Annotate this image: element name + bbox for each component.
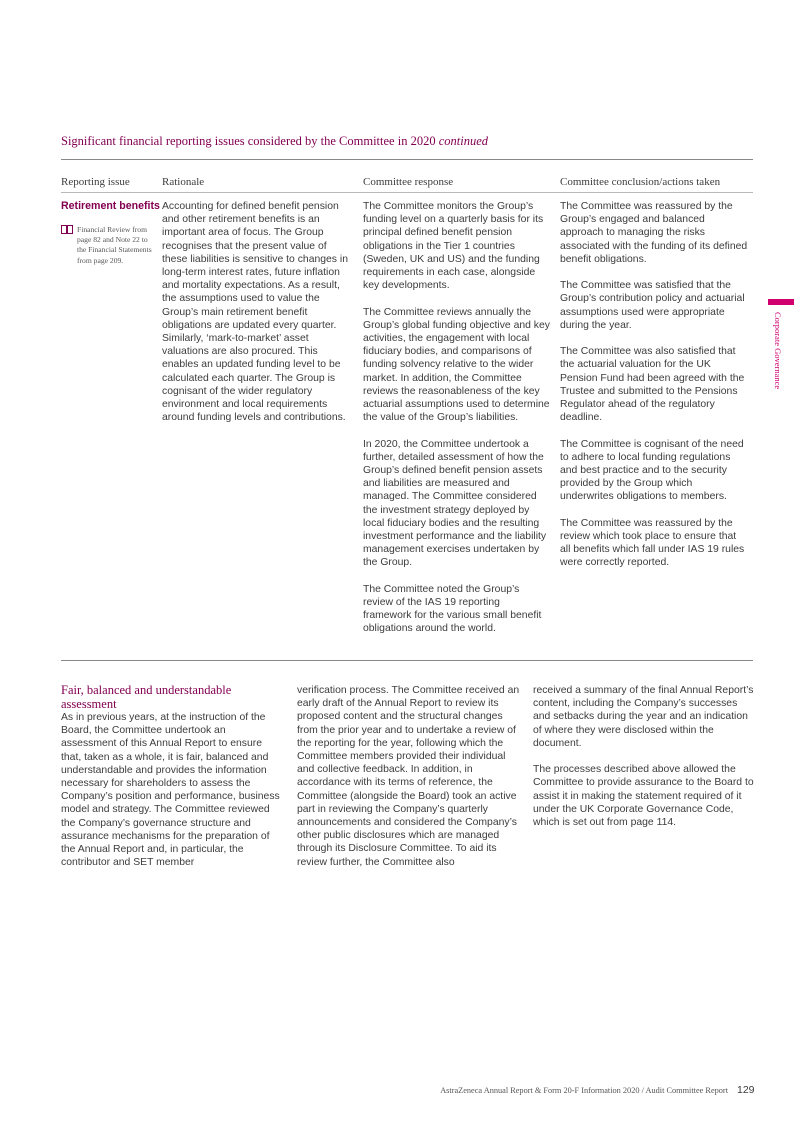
fair-balanced-title: Fair, balanced and understandable assessment bbox=[61, 683, 232, 711]
response-paragraph: The Committee noted the Group’s review of the IAS 19 reporting framework for the various small benefit obligations around the world. bbox=[363, 583, 542, 635]
rationale-text: Accounting for defined benefit pension and other retirement benefits is an important area of focus. The Group recognises that the present value of these liabilities is sensitive to changes in long-term interest rates, future inflation and mortality expectations. As a result, the assumptions used to value the Group’s main retirement benefit obligations are updated every quarter. Similarly, ‘mark-to-market’ asset valuations are also procured. This enables an updated funding level to be calculated each quarter. The Group is cognisant of the wider regulatory environment and local requirements around funding levels and contributions. bbox=[162, 201, 348, 424]
fair-balanced-paragraph: received a summary of the final Annual Report’s content, including the Company’s successes and setbacks during the year and an indication of where they were disclosed within the document. bbox=[533, 685, 754, 749]
conclusion-paragraph: The Committee was satisfied that the Group’s contribution policy and actuarial assumptions used were appropriate during the year. bbox=[560, 280, 745, 331]
header-committee-response: Committee response bbox=[363, 176, 454, 188]
response-paragraph: The Committee monitors the Group’s funding level on a quarterly basis for its principal defined benefit pension obligations in the Tier 1 countries (Sweden, UK and US) and the funding requirements in each case, alongside key developments. bbox=[363, 201, 544, 292]
response-cell bbox=[363, 200, 551, 636]
response-paragraph: The Committee reviews annually the Group’s global funding objective and key activities, the engagement with local fiduciary bodies, and comparisons of funding solvency relative to the wider market. In addition, the Committee reviews the reasonableness of the key actuarial assumptions used to determine the value of the Group’s liabilities. bbox=[363, 306, 550, 424]
conclusion-cell bbox=[560, 200, 748, 570]
header-rule bbox=[61, 192, 753, 193]
conclusion-paragraph: The Committee is cognisant of the need to adhere to local funding regulations and best practice and to the security provided by the Group which underwrites obligations to members. bbox=[560, 438, 744, 503]
section-title-text: Significant financial reporting issues considered by the Committee in 2020 bbox=[61, 134, 436, 148]
fair-balanced-col3 bbox=[533, 684, 755, 829]
fair-balanced-col2 bbox=[297, 684, 521, 869]
cross-reference-text: Financial Review from page 82 and Note 22 to the Financial Statements from page 209. bbox=[77, 225, 152, 265]
title-rule bbox=[61, 159, 753, 160]
header-rationale: Rationale bbox=[162, 176, 205, 188]
conclusion-paragraph: The Committee was also satisfied that the actuarial valuation for the UK Pension Fund had been agreed with the Trustee and submitted to the Pensions Regulator ahead of the regulatory deadline. bbox=[560, 346, 745, 424]
fair-balanced-paragraph: As in previous years, at the instruction of the Board, the Committee undertook an assessment of this Annual Report to ensure that, taken as a whole, it is fair, balanced and understandable and provides the information necessary for shareholders to assess the Company’s position and performance, business model and strategy. The Committee reviewed the Company’s governance structure and assurance mechanisms for the preparation of the Annual Report and, in particular, the contributor and SET member bbox=[61, 712, 280, 869]
rationale-cell bbox=[162, 200, 352, 424]
cross-reference bbox=[61, 225, 157, 266]
side-tab-marker bbox=[768, 299, 794, 305]
conclusion-paragraph: The Committee was reassured by the Group’s engaged and balanced approach to managing the risks associated with the funding of its defined benefit obligations. bbox=[560, 201, 748, 265]
section-title-suffix: continued bbox=[438, 134, 488, 148]
fair-balanced-paragraph: verification process. The Committee received an early draft of the Annual Report to review its proposed content and the structural changes from the prior year and to undertake a review of the reporting for the year, following which the Committee members provided their individual and collective feedback. In addition, in accordance with its terms of reference, the Committee (alongside the Board) took an active part in reviewing the Company’s quarterly announcements and considered the Company’s other public disclosures which are managed through its Disclosure Committee. To aid its review further, the Committee also bbox=[297, 685, 520, 868]
footer-text: AstraZeneca Annual Report & Form 20-F Information 2020 / Audit Committee Report bbox=[440, 1086, 728, 1095]
header-reporting-issue: Reporting issue bbox=[61, 176, 130, 188]
fair-balanced-col1 bbox=[61, 711, 281, 869]
response-paragraph: In 2020, the Committee undertook a further, detailed assessment of how the Group’s defined benefit pension assets and liabilities are measured and managed. The Committee considered the investment strategy deployed by local fiduciary bodies and the resulting investment performance and the liability management exercises undertaken by the Group. bbox=[363, 438, 547, 569]
side-tab-label: Corporate Governance bbox=[773, 312, 783, 390]
header-conclusion: Committee conclusion/actions taken bbox=[560, 176, 721, 188]
conclusion-paragraph: The Committee was reassured by the review which took place to ensure that all benefits which fall under IAS 19 rules were correctly reported. bbox=[560, 517, 745, 569]
table-bottom-rule bbox=[61, 660, 753, 661]
row-issue-label: Retirement benefits bbox=[61, 200, 160, 212]
page-number: 129 bbox=[737, 1084, 755, 1096]
section-title bbox=[61, 134, 761, 149]
fair-balanced-paragraph: The processes described above allowed the Committee to provide assurance to the Board to assist it in making the statement required of it under the UK Corporate Governance Code, which is set out from page 114. bbox=[533, 764, 754, 829]
book-icon bbox=[61, 225, 73, 234]
